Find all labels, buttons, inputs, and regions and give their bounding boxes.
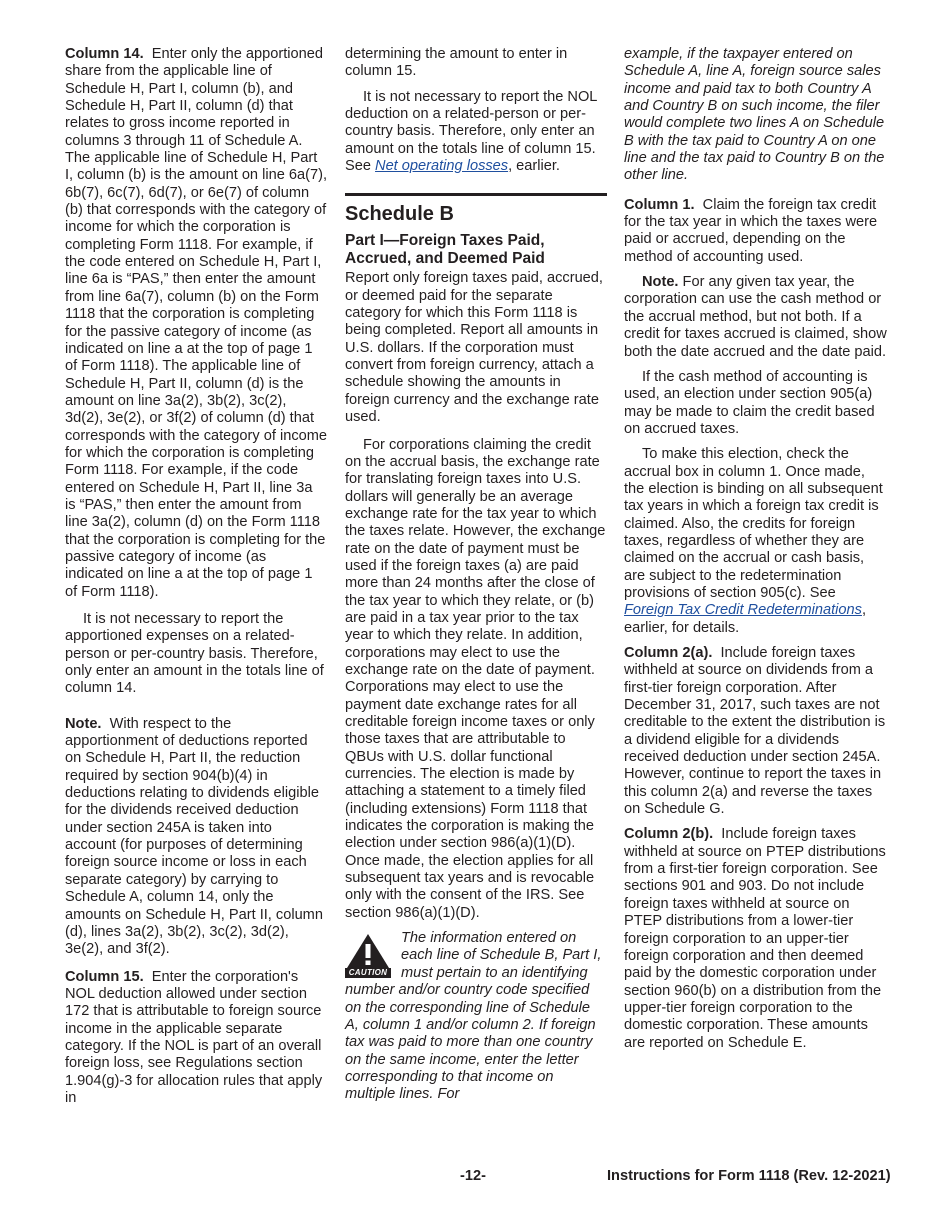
report-paragraph: Report only foreign taxes paid, accrued, or deemed paid for the separate category for which this Form 1118 is being completed. Report all amounts in U.S. dollars. If the corporation must convert from foreign currency, attach a schedule showing the amounts in foreign currency and the exchange rate used. xyxy=(345,270,603,426)
column2b-text: Include foreign taxes withheld at source on PTEP distributions from a first-tier foreign corporation. See sections 901 and 903. Do not include foreign taxes withheld at source on PTEP distributions from a lower-tier foreign corporation to an upper-tier foreign corporation and then deemed paid by the domestic corporation under section 960(b) on a distribution from the upper-tier foreign corporation to the domestic corporation. These amounts are reported on Schedule E. xyxy=(624,826,886,1051)
column-left xyxy=(65,46,327,1115)
col14-paragraph xyxy=(65,46,327,601)
nol-paragraph xyxy=(345,89,607,176)
column1-paragraph xyxy=(624,197,888,266)
col14-text: Enter only the apportioned share from the applicable line of Schedule H, Part I, column (b), and Schedule H, Part II, column (d) that relates to gross income reported in columns 3 through 11 of Schedule A. The applicable line of Schedule H, Part I, column (b) is the amount on line 6a(7), 6b(7), 6c(7), 6d(7), or 6e(7) of column (b) that corresponds with the category of income for which the corporation is completing Form 1118. For example, if the code entered on Schedule H, Part I, line 6a is “PAS,” then enter the amount from line 6a(7), column (b) on the Form 1118 that the corporation is completing for the passive category of income (as indicated on line a at the top of page 1 of Form 1118). The applicable line of Schedule H, Part II, column (d) is the amount on line 3a(2), 3b(2), 3c(2), 3d(2), 3e(2), or 3f(2) of column (d) that corresponds with the category of income for which the corporation is completing Form 1118. For example, if the code entered on Schedule H, Part II, line 3a is “PAS,” then enter the amount from line 3a(2), column (d) on the Form 1118 that the corporation is completing for the passive category of income (as indicated on line a at the top of page 1 of Form 1118). xyxy=(65,46,328,600)
col15-continued: determining the amount to enter in column 15. xyxy=(345,46,568,80)
col14-paragraph-2: It is not necessary to report the apportioned expenses on a related-person or per-country basis. Therefore, only enter an amount in the totals line of column 14. xyxy=(65,611,324,697)
column2a-paragraph xyxy=(624,645,888,818)
page-number: -12- xyxy=(460,1168,486,1184)
foreign-tax-credit-redeterminations-link[interactable]: Foreign Tax Credit Redeterminations xyxy=(624,602,862,619)
section-divider xyxy=(345,193,607,196)
column2a-heading: Column 2(a). xyxy=(624,645,713,661)
column2a-text: Include foreign taxes withheld at source on dividends from a first-tier foreign corporation. After December 31, 2017, such taxes are not creditable to the extent the distribution is a dividend eligible for a dividends received deduction under section 245A. However, continue to report the taxes in this column 2(a) and reverse the taxes on Schedule G. xyxy=(624,645,886,818)
col15-paragraph xyxy=(65,969,327,1108)
column2b-paragraph xyxy=(624,826,888,1051)
note-paragraph xyxy=(65,716,327,959)
schedule-b-heading: Schedule B xyxy=(345,203,454,226)
exchange-rate-paragraph: For corporations claiming the credit on the accrual basis, the exchange rate for translating foreign taxes into U.S. dollars will generally be an average exchange rate for the tax year to which the taxes relate. However, the exchange rate on the date of payment must be used if the foreign taxes (a) are paid more than 24 months after the close of the tax year to which they relate, or (b) are paid in a tax year prior to the tax year to which they relate. In addition, corporations may elect to use the exchange rate on the date of payment. Corporations may elect to use the payment date exchange rates for all creditable foreign income taxes or only those taxes that are attributable to QBUs with U.S. dollar functional currencies. The election is made by attaching a statement to a timely filed (including extensions) Form 1118 that indicates the corporation is making the election under section 986(a)(1)(D). Once made, the election applies for all subsequent tax years and is revocable only with the consent of the IRS. See section 986(a)(1)(D). xyxy=(345,436,606,921)
column1-heading: Column 1. xyxy=(624,196,695,213)
caution-label: CAUTION xyxy=(345,968,391,978)
election-text-b: , earlier, for details. xyxy=(624,602,867,636)
col15-heading: Column 15. xyxy=(65,968,144,985)
cash-method-paragraph: If the cash method of accounting is used, an election under section 905(a) may be made to claim the credit based on accrued taxes. xyxy=(624,368,875,437)
column1-text: Claim the foreign tax credit for the tax year in which the taxes were paid or accrued, depending on the method of accounting used. xyxy=(624,196,878,265)
method-note-heading: Note. xyxy=(642,274,679,291)
caution-text: The information entered on each line of Schedule B, Part I, must pertain to an identifying number and/or country code specified on the corresponding line of Schedule A, column 1 and/or column 2. If foreign tax was paid to more than one country on the same income, enter the letter corresponding to that income on multiple lines. For xyxy=(345,930,602,1103)
column2b-heading: Column 2(b). xyxy=(624,826,714,843)
caution-continued: example, if the taxpayer entered on Schedule A, line A, foreign source sales income and paid tax to both Country A and Country B on such income, the filer would complete two lines A on Schedule B with the tax paid to Country A on one line and the tax paid to Country B on the other line. xyxy=(624,46,885,184)
part-i-heading: Part I—Foreign Taxes Paid, Accrued, and Deemed Paid xyxy=(345,232,545,268)
form-title-footer: Instructions for Form 1118 (Rev. 12-2021) xyxy=(607,1168,891,1184)
col14-heading: Column 14. xyxy=(65,46,144,62)
method-note-text: For any given tax year, the corporation can use the cash method or the accrual method, but not both. If a credit for taxes accrued is claimed, show both the date accrued and the date paid. xyxy=(624,274,887,360)
method-note-paragraph xyxy=(624,274,888,361)
note-heading: Note. xyxy=(65,715,102,732)
nol-text-a: It is not necessary to report the NOL deduction on a related-person or per-country basis. Therefore, only enter an amount on the totals line of column 15. See xyxy=(345,88,597,175)
col15-text: Enter the corporation's NOL deduction allowed under section 172 that is attributable to foreign source income in the applicable separate category. If the NOL is part of an overall foreign loss, see Regulations section 1.904(g)-3 for allocation rules that apply in xyxy=(65,968,323,1106)
note-text: With respect to the apportionment of deductions reported on Schedule H, Part II, the reduction required by section 904(b)(4) in deductions relating to dividends eligible for the dividends received deduction under section 245A is taken into account (for purposes of determining foreign source income or loss in each separate category) by carrying to Schedule A, column 14, only the amounts on Schedule H, Part II, column (d), lines 3a(2), 3b(2), 3c(2), 3d(2), 3e(2), and 3f(2). xyxy=(65,715,323,958)
caution-icon xyxy=(345,932,395,978)
nol-text-b: , earlier. xyxy=(508,158,560,175)
column-right xyxy=(624,46,888,1060)
column-middle xyxy=(345,46,607,1104)
net-operating-losses-link[interactable]: Net operating losses xyxy=(375,158,509,175)
election-paragraph xyxy=(624,446,888,637)
warning-triangle-icon xyxy=(345,932,391,968)
election-text-a: To make this election, check the accrual box in column 1. Once made, the election is binding on all subsequent tax years in which a foreign tax credit is claimed. Also, the credits for foreign taxes, regardless of whether they are claimed on the accrual or cash basis, are subject to the redetermination provisions of section 905(c). See xyxy=(624,446,883,601)
caution-box xyxy=(345,930,607,1103)
